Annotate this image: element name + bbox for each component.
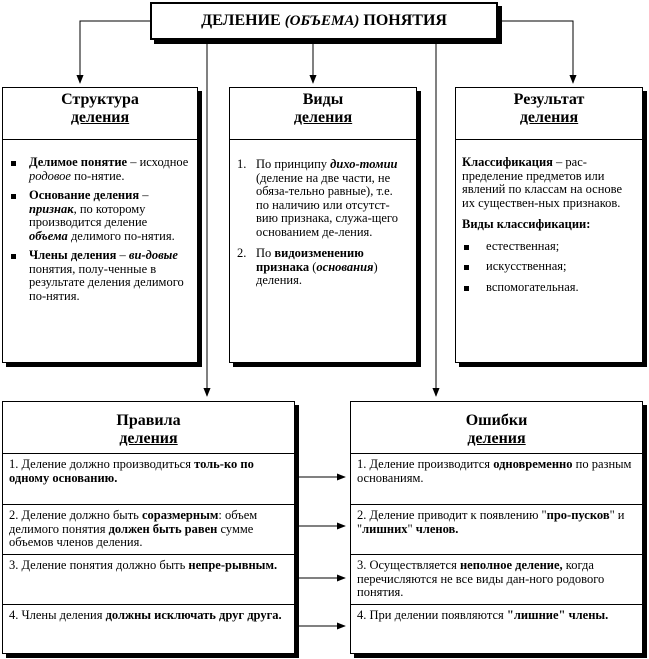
types-item-modification: 2. По видоизменению признака (основания) деления. bbox=[237, 246, 378, 287]
rules-header bbox=[3, 402, 294, 453]
title-part1: ДЕЛЕНИЕ bbox=[201, 12, 285, 29]
rules-header-line2: деления bbox=[119, 430, 178, 447]
structure-header-line1: Структура bbox=[61, 91, 139, 108]
classification-text: Классификация – рас-пределение предметов или явлений по классам на основе их существен-ных признаков. bbox=[462, 155, 623, 210]
rule-row-3: 3. Деление понятия должно быть непре-рывным. bbox=[3, 554, 294, 604]
result-header bbox=[456, 88, 642, 140]
rule-row-2: 2. Деление должно быть соразмерным: объем делимого понятия должен быть равен сумме объемов членов деления. bbox=[3, 504, 294, 554]
types-list bbox=[230, 140, 416, 288]
title-part3: ПОНЯТИЯ bbox=[359, 12, 447, 29]
structure-header-line2: деления bbox=[70, 109, 130, 126]
structure-item-dividend: Делимое понятие – исходное родовое по-нятие. bbox=[3, 156, 189, 183]
types-box bbox=[229, 87, 417, 363]
kind-artificial: искусственная; bbox=[456, 260, 636, 274]
rule-row-4: 4. Члены деления должны исключать друг друга. bbox=[3, 604, 294, 654]
error-row-4: 4. При делении появляются "лишние" члены. bbox=[351, 604, 642, 654]
arrow-to-structure bbox=[80, 21, 150, 83]
error-row-3: 3. Осуществляется неполное деление, когда перечисляются не все виды дан-ного родового понятия. bbox=[351, 554, 642, 604]
kind-natural: естественная; bbox=[456, 240, 636, 254]
types-header bbox=[230, 88, 416, 140]
types-header-line2: деления bbox=[293, 109, 353, 126]
rules-header-line1: Правила bbox=[116, 412, 181, 429]
errors-header-line2: деления bbox=[467, 430, 526, 447]
types-header-line1: Виды bbox=[302, 91, 344, 108]
rules-box bbox=[2, 401, 295, 654]
structure-item-basis: Основание деления – признак, по которому производится деление объема делимого по-нятия. bbox=[3, 189, 189, 243]
errors-header-line1: Ошибки bbox=[465, 412, 528, 429]
arrow-to-result bbox=[498, 21, 573, 83]
errors-box bbox=[350, 401, 643, 654]
rule-row-1: 1. Деление должно производиться толь-ко по одному основанию. bbox=[3, 453, 294, 504]
error-row-1: 1. Деление производится одновременно по разным основаниям. bbox=[351, 453, 642, 504]
errors-header bbox=[351, 402, 642, 453]
title-part2: (ОБЪЕМА) bbox=[284, 13, 360, 29]
classification-kinds-list bbox=[456, 232, 642, 295]
kind-auxiliary: вспомогательная. bbox=[456, 281, 636, 295]
error-row-2: 2. Деление приводит к появлению "про-пусков" и "лишних" членов. bbox=[351, 504, 642, 554]
title-box bbox=[150, 2, 498, 40]
result-header-line1: Результат bbox=[513, 91, 585, 108]
structure-item-members: Члены деления – ви-довые понятия, полу-ченные в результате деления делимого по-нятия. bbox=[3, 249, 189, 303]
types-item-dichotomy: 1. По принципу дихо-томии (деление на две части, не обяза-тельно равные), т.е. по наличию или отсутст-вию признака, служа-щего основанием де-ления. bbox=[237, 157, 398, 239]
structure-header bbox=[3, 88, 197, 140]
structure-list bbox=[3, 140, 197, 303]
structure-box bbox=[2, 87, 198, 363]
result-header-line2: деления bbox=[519, 109, 579, 126]
result-box bbox=[455, 87, 643, 363]
classification-kinds-title: Виды классификации: bbox=[462, 217, 591, 231]
